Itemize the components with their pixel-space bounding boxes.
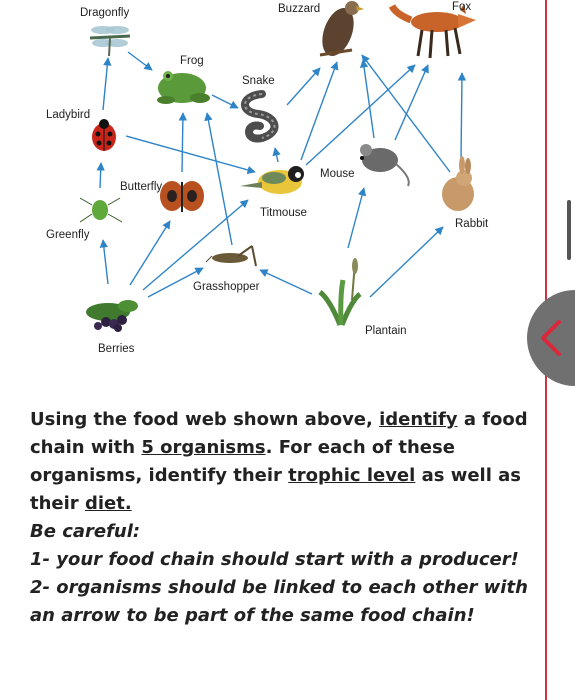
rabbit-image [442, 156, 474, 211]
label-greenfly: Greenfly [46, 229, 90, 241]
label-grasshopper: Grasshopper [193, 281, 260, 293]
arrow-titmouse-snake [275, 148, 278, 162]
label-snake: Snake [242, 75, 275, 87]
arrow-plantain-mouse [348, 188, 364, 248]
label-berries: Berries [98, 343, 135, 355]
rule-1: 1- your food chain should start with a producer! [30, 549, 519, 570]
label-rabbit: Rabbit [455, 218, 489, 230]
arrow-berries-butterfly [130, 221, 170, 285]
arrow-mouse-fox [395, 65, 428, 140]
arrow-butterfly-frog [182, 113, 183, 172]
plantain-image [320, 258, 360, 325]
question-paragraph: Using the food web shown above, identify a food chain with 5 organisms. For each of these organisms, identify their trophic level as well as their diet. [30, 409, 528, 514]
question-text [30, 406, 535, 630]
label-plantain: Plantain [365, 325, 407, 337]
arrow-greenfly-ladybird [100, 163, 101, 188]
frog-image [157, 71, 210, 104]
buzzard-image [316, 1, 364, 60]
label-dragonfly: Dragonfly [80, 7, 130, 19]
label-frog: Frog [180, 55, 204, 67]
chevron-left-icon [535, 318, 565, 358]
arrow-snake-buzzard [287, 68, 320, 105]
label-buzzard: Buzzard [278, 3, 321, 15]
arrow-berries-greenfly [103, 240, 108, 284]
rule-2: 2- organisms should be linked to each other with an arrow to be part of the same food chain! [30, 577, 528, 626]
greenfly-image [80, 198, 122, 222]
arrow-frog-snake [212, 95, 238, 108]
arrow-mouse-buzzard [363, 60, 374, 138]
label-ladybird: Ladybird [46, 109, 91, 121]
snake-image [245, 94, 275, 139]
ladybird-image [92, 119, 116, 151]
arrow-plantain-rabbit [370, 227, 443, 297]
careful-heading: Be careful: [30, 521, 141, 542]
scrollbar-thumb[interactable] [567, 200, 571, 260]
butterfly-image [160, 181, 204, 212]
arrow-ladybird-titmouse [126, 136, 255, 172]
dragonfly-image [90, 26, 130, 56]
label-mouse: Mouse [320, 168, 355, 180]
arrow-ladybird-dragonfly [103, 58, 108, 110]
mouse-image [360, 144, 409, 186]
grasshopper-image [206, 246, 256, 266]
arrow-dragonfly-frog [128, 52, 152, 70]
arrow-berries-titmouse [143, 200, 248, 290]
label-butterfly: Butterfly [120, 181, 163, 193]
arrow-rabbit-fox [461, 73, 462, 160]
arrow-plantain-grasshopper [260, 270, 312, 294]
arrow-titmouse-buzzard [301, 62, 337, 160]
berries-image [86, 300, 138, 332]
label-fox: Fox [452, 1, 472, 13]
label-titmouse: Titmouse [260, 207, 307, 219]
